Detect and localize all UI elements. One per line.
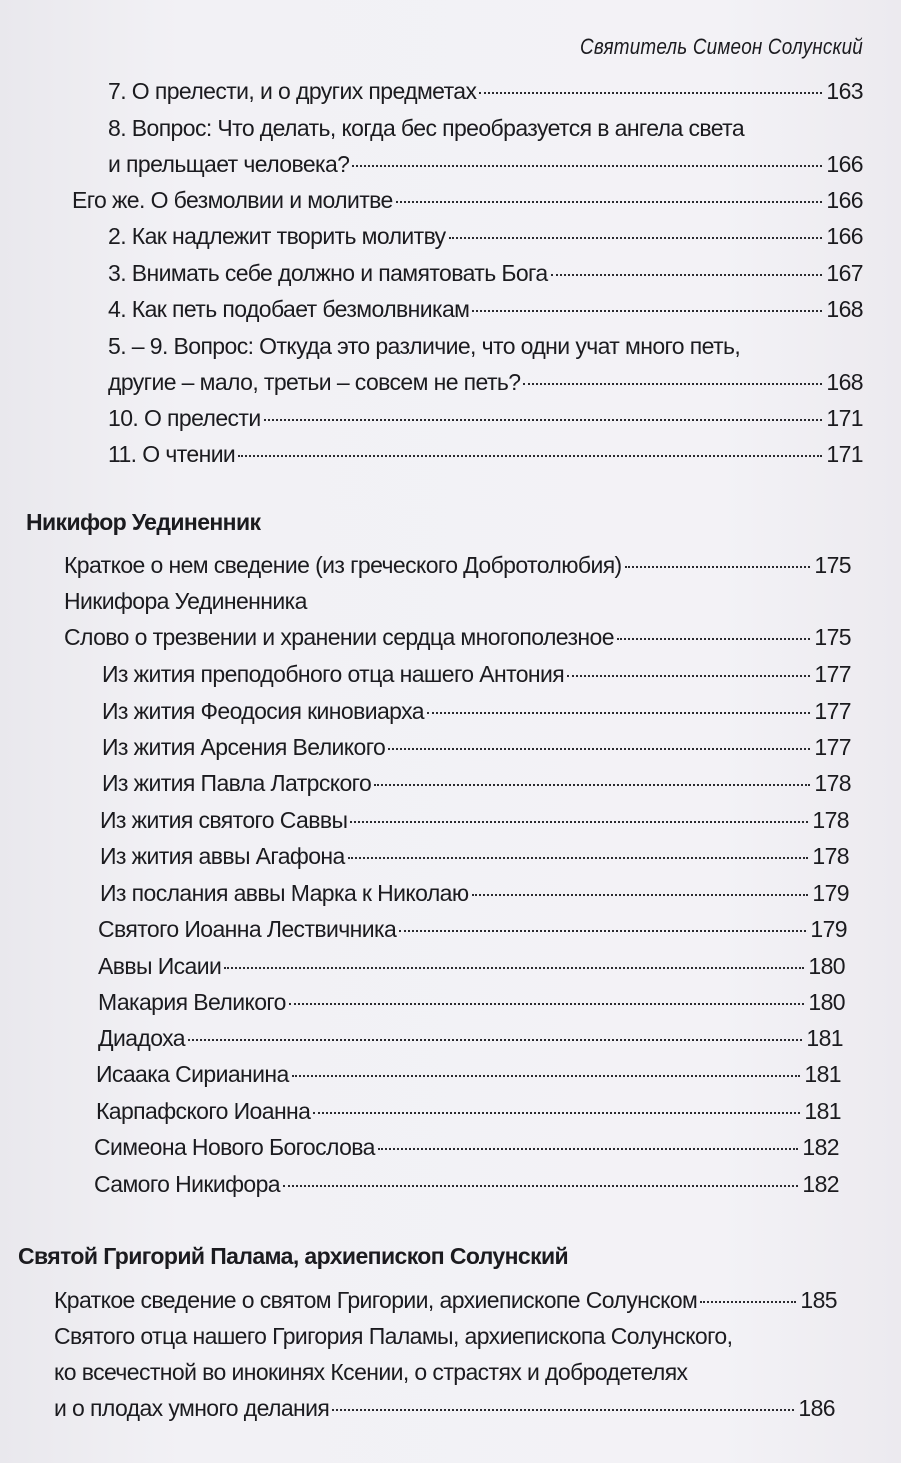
leader-dots	[388, 748, 810, 750]
toc-entry-title: Краткое о нем сведение (из греческого Добротолюбия)	[64, 552, 622, 578]
toc-entry[interactable]	[98, 952, 845, 980]
toc-entry[interactable]	[102, 697, 851, 725]
toc-entry-page: 178	[812, 807, 849, 833]
section-heading: Святой Григорий Палама, архиепископ Солунский	[18, 1243, 569, 1269]
toc-entry-page: 177	[814, 661, 851, 687]
toc-entry-title: Исаака Сирианина	[96, 1061, 289, 1087]
toc-entry-page: 178	[812, 843, 849, 869]
toc-entry-title: и прельщает человека?	[108, 151, 350, 177]
toc-entry-page: 186	[798, 1395, 835, 1421]
toc-entry[interactable]	[100, 879, 849, 907]
toc-entry[interactable]	[108, 295, 863, 323]
toc-entry-page: 182	[802, 1134, 839, 1160]
toc-entry-title: Самого Никифора	[94, 1171, 280, 1197]
toc-entry-page: 178	[814, 770, 851, 796]
toc-entry-page: 167	[826, 260, 863, 286]
leader-dots	[625, 566, 811, 568]
toc-entry[interactable]	[54, 1394, 835, 1422]
leader-dots	[617, 638, 811, 640]
toc-entry-page: 168	[826, 296, 863, 322]
toc-entry-page: 181	[806, 1025, 843, 1051]
leader-dots	[523, 383, 822, 385]
toc-entry[interactable]	[98, 988, 845, 1016]
toc-entry-title: Из жития Арсения Великого	[102, 734, 386, 760]
toc-entry-title: Из послания аввы Марка к Николаю	[100, 880, 469, 906]
toc-entry-page: 179	[810, 916, 847, 942]
toc-entry-page: 182	[802, 1171, 839, 1197]
toc-entry-page: 177	[814, 734, 851, 760]
toc-entry[interactable]	[108, 259, 863, 287]
toc-entry[interactable]	[108, 222, 863, 250]
leader-dots	[350, 821, 808, 823]
toc-entry-title: Карпафского Иоанна	[96, 1098, 311, 1124]
toc-entry-line: 8. Вопрос: Что делать, когда бес преобразуется в ангела света	[108, 115, 745, 141]
toc-entry[interactable]	[64, 551, 851, 579]
leader-dots	[313, 1112, 800, 1114]
toc-entry-title: 4. Как петь подобает безмолвникам	[108, 296, 470, 322]
leader-dots	[399, 930, 806, 932]
toc-entry-page: 180	[808, 953, 845, 979]
toc-entry-title: 10. О прелести	[108, 405, 261, 431]
toc-entry[interactable]	[64, 623, 851, 651]
toc-entry-page: 180	[808, 989, 845, 1015]
leader-dots	[567, 675, 810, 677]
toc-entry-title: Из жития преподобного отца нашего Антония	[102, 661, 565, 687]
toc-entry-page: 175	[814, 624, 851, 650]
leader-dots	[700, 1301, 796, 1303]
toc-entry-title: Из жития Феодосия киновиарха	[102, 698, 424, 724]
toc-entry-title: Из жития аввы Агафона	[100, 843, 345, 869]
leader-dots	[352, 165, 822, 167]
toc-entry-title: Аввы Исаии	[98, 953, 222, 979]
leader-dots	[479, 92, 822, 94]
toc-entry[interactable]	[108, 150, 863, 178]
toc-entry[interactable]	[102, 733, 851, 761]
section-heading: Никифор Уединенник	[26, 509, 261, 535]
toc-entry-line: 5. – 9. Вопрос: Откуда это различие, что одни учат много петь,	[108, 333, 741, 359]
leader-dots	[238, 455, 822, 457]
toc-entry[interactable]	[102, 769, 851, 797]
toc-entry-title: Из жития Павла Латрского	[102, 770, 372, 796]
leader-dots	[449, 237, 823, 239]
leader-dots	[292, 1075, 801, 1077]
toc-entry-title: 11. О чтении	[108, 441, 236, 467]
toc-entry-page: 179	[812, 880, 849, 906]
toc-entry-title: Слово о трезвении и хранении сердца многополезное	[64, 624, 614, 650]
toc-entry-title: Из жития святого Саввы	[100, 807, 348, 833]
leader-dots	[264, 419, 823, 421]
toc-entry-title: Симеона Нового Богослова	[94, 1134, 375, 1160]
toc-entry-page: 166	[826, 223, 863, 249]
toc-entry[interactable]	[108, 77, 863, 105]
leader-dots	[348, 857, 809, 859]
leader-dots	[396, 201, 823, 203]
toc-entry-title: Макария Великого	[98, 989, 286, 1015]
toc-entry-title: и о плодах умного делания	[54, 1395, 330, 1421]
toc-entry-page: 177	[814, 698, 851, 724]
leader-dots	[224, 967, 804, 969]
toc-entry-title: 3. Внимать себе должно и памятовать Бога	[108, 260, 548, 286]
leader-dots	[378, 1148, 799, 1150]
leader-dots	[472, 894, 809, 896]
toc-entry-page: 181	[804, 1098, 841, 1124]
leader-dots	[551, 274, 823, 276]
toc-entry[interactable]	[100, 842, 849, 870]
toc-entry-line: Никифора Уединенника	[64, 588, 307, 614]
toc-entry-title: другие – мало, третьи – совсем не петь?	[108, 369, 521, 395]
toc-entry-page: 166	[826, 187, 863, 213]
toc-entry[interactable]	[72, 186, 863, 214]
toc-entry-page: 175	[814, 552, 851, 578]
leader-dots	[188, 1039, 802, 1041]
toc-entry[interactable]	[94, 1170, 839, 1198]
toc-entry-title: Краткое сведение о святом Григории, архиепископе Солунском	[54, 1287, 698, 1313]
toc-entry-page: 171	[826, 441, 863, 467]
toc-entry-line: Святого отца нашего Григория Паламы, архиепископа Солунского,	[54, 1323, 733, 1349]
leader-dots	[289, 1003, 805, 1005]
leader-dots	[472, 310, 822, 312]
toc-entry-page: 171	[826, 405, 863, 431]
leader-dots	[283, 1185, 798, 1187]
toc-entry[interactable]	[94, 1133, 839, 1161]
toc-entry[interactable]	[102, 660, 851, 688]
toc-entry-page: 163	[826, 78, 863, 104]
toc-entry-title: Святого Иоанна Лествичника	[98, 916, 397, 942]
toc-entry-page: 181	[804, 1061, 841, 1087]
leader-dots	[427, 712, 810, 714]
toc-entry-page: 168	[826, 369, 863, 395]
toc-entry[interactable]	[98, 915, 847, 943]
toc-entry[interactable]	[96, 1060, 841, 1088]
toc-entry[interactable]	[54, 1286, 837, 1314]
toc-entry-line: ко всечестной во инокинях Ксении, о страстях и добродетелях	[54, 1359, 688, 1385]
toc-entry-page: 166	[826, 151, 863, 177]
toc-entry[interactable]	[100, 806, 849, 834]
toc-entry[interactable]	[98, 1024, 843, 1052]
leader-dots	[374, 784, 810, 786]
leader-dots	[332, 1409, 794, 1411]
toc-entry[interactable]	[108, 440, 863, 468]
toc-entry[interactable]	[108, 404, 863, 432]
toc-entry-page: 185	[800, 1287, 837, 1313]
toc-entry[interactable]	[96, 1097, 841, 1125]
running-head: Святитель Симеон Солунский	[580, 34, 863, 59]
toc-entry-title: 2. Как надлежит творить молитву	[108, 223, 446, 249]
toc-entry[interactable]	[108, 368, 863, 396]
toc-entry-title: 7. О прелести, и о других предметах	[108, 78, 477, 104]
toc-entry-title: Диадоха	[98, 1025, 186, 1051]
toc-entry-title: Его же. О безмолвии и молитве	[72, 187, 393, 213]
